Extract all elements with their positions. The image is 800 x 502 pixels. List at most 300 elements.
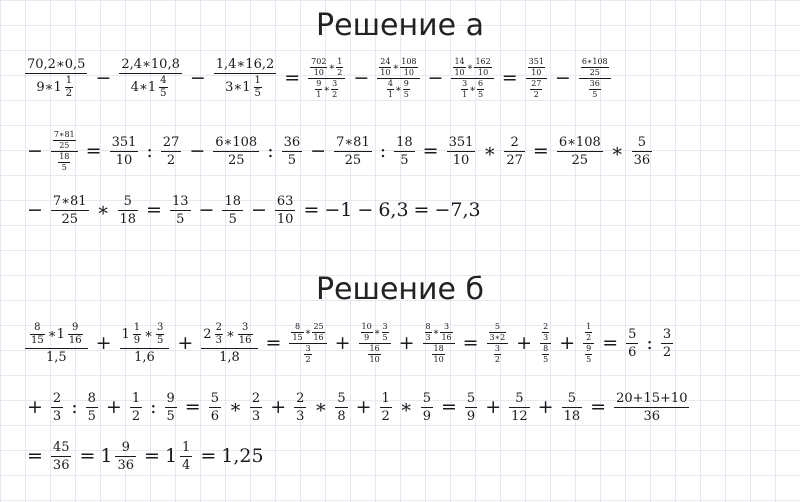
math-text: 5 [123, 194, 132, 209]
numerator [119, 58, 181, 74]
math-text: 1 [131, 391, 141, 406]
fraction [540, 323, 551, 364]
numerator [161, 136, 182, 152]
numerator [432, 345, 444, 355]
math-text: 1 [381, 391, 390, 406]
solution-a-line-1 [22, 58, 614, 99]
math-text: 3 [494, 344, 500, 353]
numerator [53, 131, 76, 141]
denominator [581, 68, 609, 77]
fraction [579, 58, 611, 99]
numerator [282, 136, 303, 152]
math-text: ∗ [225, 327, 235, 342]
numerator [51, 195, 89, 211]
math-text: 27 [531, 79, 542, 88]
numerator [215, 323, 223, 335]
fraction [359, 323, 391, 364]
math-text: ∗ [395, 83, 402, 95]
math-text: 1 [133, 322, 141, 333]
fraction [489, 323, 507, 342]
numerator [334, 136, 372, 152]
operator: = [422, 140, 439, 162]
denominator [222, 211, 243, 226]
numerator [589, 80, 601, 90]
numerator [465, 392, 477, 408]
math-text: 7∗81 [53, 130, 75, 139]
denominator [382, 333, 389, 342]
numerator [440, 323, 452, 333]
operator: − [189, 67, 206, 89]
math-text: 9 [166, 391, 175, 406]
fraction [585, 323, 592, 342]
fraction [530, 80, 542, 99]
math-text: 8 [295, 322, 301, 331]
math-text: 8 [87, 391, 96, 406]
denominator [65, 88, 73, 99]
fraction [504, 136, 525, 167]
denominator [254, 88, 262, 99]
fraction [542, 345, 549, 364]
operator: + [95, 332, 112, 354]
fraction [170, 195, 191, 226]
operator: − [189, 140, 206, 162]
numerator [213, 136, 259, 152]
fraction [275, 195, 296, 226]
fraction [528, 58, 545, 77]
math-text: 5 [515, 391, 524, 406]
math-text: 9 [403, 79, 409, 88]
numerator [379, 58, 391, 68]
operator: + [516, 332, 533, 354]
fraction [315, 80, 322, 99]
denominator [291, 333, 303, 342]
math-text: 1 [254, 75, 261, 86]
operator: − [554, 67, 571, 89]
fraction [394, 136, 415, 167]
denominator [289, 344, 326, 364]
math-text: 5 [228, 212, 237, 227]
fraction [213, 136, 259, 167]
math-text: 6 [210, 409, 219, 424]
operator: + [485, 396, 502, 418]
operator: − [95, 67, 112, 89]
operator: : [150, 396, 157, 418]
math-text: 702 [311, 57, 327, 66]
heading-solution-a: Решение а [316, 8, 484, 43]
math-text: 5 [494, 322, 500, 331]
fraction [250, 392, 262, 423]
numerator [118, 195, 139, 211]
numerator [579, 58, 611, 79]
fraction [282, 136, 303, 167]
math-text: 4 [182, 458, 191, 473]
math-text: 25 [227, 153, 245, 168]
denominator [51, 457, 72, 472]
fraction [65, 76, 73, 99]
numerator [542, 323, 549, 333]
math-text: 10 [369, 355, 380, 364]
solution-a-line-3 [22, 195, 481, 226]
denominator [275, 211, 296, 226]
numerator [335, 392, 347, 408]
operator: ∗ [314, 396, 328, 418]
math-text: 2 [52, 391, 62, 406]
math-text: 36 [643, 409, 661, 424]
operator: ∗ [399, 396, 413, 418]
math-text: 5 [160, 88, 167, 99]
operator: : [146, 140, 153, 162]
denominator [557, 152, 603, 167]
denominator [451, 79, 493, 99]
denominator [403, 90, 410, 99]
numerator [312, 323, 324, 333]
fraction [400, 58, 417, 77]
fraction [209, 392, 221, 423]
denominator [387, 90, 394, 99]
fraction [509, 392, 530, 423]
math-text: 5 [628, 327, 637, 342]
denominator [626, 344, 638, 359]
operator: − [27, 199, 43, 221]
denominator [170, 211, 191, 226]
fraction [465, 392, 477, 423]
denominator [614, 408, 689, 423]
denominator [528, 68, 545, 77]
math-text: 9 [72, 322, 79, 333]
fraction [368, 345, 380, 364]
fraction [110, 136, 139, 167]
numerator [304, 345, 311, 355]
math-text: 18 [396, 135, 413, 150]
numerator [51, 131, 78, 152]
math-text: 8 [337, 409, 346, 424]
denominator [526, 79, 547, 99]
fraction [583, 323, 594, 364]
math-text: 3 [157, 322, 164, 333]
math-text: 2 [381, 409, 390, 424]
operator: : [646, 332, 653, 354]
denominator [58, 163, 70, 172]
denominator [214, 74, 276, 99]
denominator [51, 211, 89, 226]
fraction [632, 136, 653, 167]
fraction [254, 76, 262, 99]
operator: = [79, 445, 96, 467]
numerator [65, 76, 73, 88]
operator: = [532, 140, 549, 162]
fraction [51, 195, 89, 226]
math-text: 5 [466, 391, 476, 406]
fraction [25, 58, 87, 99]
math-text: 351 [528, 57, 544, 66]
numerator [156, 323, 164, 335]
math-text: 1 [121, 327, 130, 342]
denominator [201, 349, 257, 364]
fraction [118, 195, 139, 226]
numerator [165, 392, 177, 408]
math-text: 5 [337, 391, 346, 406]
number: 6,3 [378, 199, 409, 221]
fraction [661, 328, 673, 359]
denominator [51, 408, 63, 423]
operator: − [353, 67, 370, 89]
math-text: 18 [563, 409, 581, 424]
math-text: 1,5 [45, 350, 67, 365]
numerator [509, 392, 530, 408]
math-text: 15 [292, 333, 303, 342]
denominator [632, 152, 653, 167]
operator: : [379, 140, 387, 162]
math-text: 36 [283, 135, 301, 150]
numerator [159, 76, 167, 88]
math-text: 9 [121, 440, 130, 455]
denominator [377, 79, 419, 99]
math-text: 5 [477, 90, 484, 99]
denominator [583, 344, 594, 364]
fraction [156, 323, 164, 346]
math-text: 9 [422, 409, 431, 424]
math-text: 1,6 [134, 350, 155, 365]
operator: − [250, 199, 267, 221]
heading-solution-b: Решение б [315, 272, 485, 307]
math-text: 5 [586, 355, 592, 364]
denominator [110, 152, 139, 167]
operator: = [146, 199, 162, 221]
math-text: 1 [337, 57, 343, 66]
operator: = [85, 140, 102, 162]
operator: ∗ [96, 199, 110, 221]
fraction [201, 323, 257, 364]
denominator [86, 408, 98, 423]
denominator [585, 355, 592, 364]
numerator [368, 345, 380, 355]
math-text: 351 [448, 135, 474, 150]
fraction [58, 153, 70, 172]
denominator [25, 74, 87, 99]
math-text: 5 [400, 153, 409, 168]
fraction [423, 323, 455, 364]
math-text: 9 [364, 333, 370, 342]
math-text: 10 [276, 212, 294, 227]
numerator [614, 392, 689, 408]
numerator [254, 76, 262, 88]
operator: = [184, 396, 201, 418]
denominator [312, 333, 324, 342]
numerator [403, 80, 410, 90]
math-text: 36 [633, 153, 651, 168]
denominator [119, 74, 181, 99]
denominator [30, 335, 45, 346]
math-text: 14 [454, 57, 465, 66]
math-text: 18 [59, 152, 70, 161]
numerator [180, 441, 192, 457]
math-text: 4∗1 [130, 80, 157, 95]
fraction [312, 323, 324, 342]
numerator [540, 323, 551, 344]
numerator [86, 392, 98, 408]
math-text: 3 [251, 409, 261, 424]
solution-b-line-1 [22, 323, 676, 364]
math-text: 5 [543, 355, 549, 364]
math-text: 16 [313, 333, 324, 342]
numerator [68, 323, 83, 335]
numerator [222, 195, 243, 211]
denominator [130, 408, 142, 423]
operator: = [602, 332, 619, 354]
math-text: ∗ [392, 61, 400, 73]
numerator [585, 323, 592, 333]
math-text: 9 [133, 335, 141, 346]
fraction [361, 323, 373, 342]
numerator [201, 323, 257, 349]
math-text: ∗ [328, 61, 336, 73]
operator: + [355, 396, 372, 418]
numerator [581, 58, 609, 68]
numerator [115, 441, 136, 457]
fraction [133, 323, 141, 346]
fraction [165, 392, 177, 423]
math-text: 9 [316, 79, 322, 88]
math-text: 1 [65, 75, 73, 86]
math-text: ∗ [144, 327, 153, 342]
fraction [626, 328, 638, 359]
denominator [238, 335, 253, 346]
numerator [557, 136, 603, 152]
math-text: 5 [287, 153, 296, 168]
numerator [487, 323, 509, 344]
math-text: 3∗1 [225, 80, 251, 95]
denominator [461, 90, 468, 99]
fraction [115, 441, 136, 472]
math-text: 25 [61, 212, 79, 227]
math-text: 3 [305, 344, 311, 353]
math-text: 10 [454, 68, 465, 77]
fraction [589, 80, 601, 99]
math-text: 16 [238, 335, 252, 346]
math-text: 12 [511, 409, 528, 424]
math-text: 5 [166, 409, 175, 424]
denominator [304, 355, 311, 364]
math-text: 16 [68, 335, 82, 346]
fraction [222, 195, 243, 226]
math-text: 1 [387, 90, 393, 99]
math-text: 6∗108 [581, 57, 608, 66]
numerator [585, 345, 592, 355]
numerator [380, 392, 392, 408]
denominator [118, 211, 139, 226]
denominator [361, 333, 373, 342]
denominator [159, 88, 167, 99]
solution-b-line-2 [22, 392, 692, 423]
fraction [440, 323, 452, 342]
fraction [180, 441, 192, 472]
numerator [289, 323, 326, 344]
math-text: 2 [586, 333, 592, 342]
math-text: 1 [182, 440, 191, 455]
denominator [180, 457, 192, 472]
operator: ∗ [228, 396, 242, 418]
numerator [447, 136, 476, 152]
denominator [579, 79, 611, 99]
numerator [294, 392, 306, 408]
math-text: 9∗1 [36, 80, 62, 95]
math-text: 2 [494, 355, 500, 364]
denominator [133, 335, 141, 346]
math-text: ∗1 [47, 327, 65, 342]
math-text: 162 [475, 57, 491, 66]
math-text: 27 [506, 153, 523, 168]
math-text: 351 [111, 135, 137, 150]
operator: + [537, 396, 554, 418]
numerator [421, 392, 433, 408]
operator: + [177, 332, 194, 354]
numerator [291, 323, 303, 333]
math-text: 5 [403, 90, 409, 99]
math-text: 16 [441, 333, 452, 342]
denominator [400, 68, 417, 77]
numerator [214, 58, 276, 74]
math-text: 8 [425, 322, 431, 331]
numerator [359, 323, 391, 344]
math-text: 2,4∗10,8 [121, 57, 180, 72]
numerator [382, 323, 389, 333]
denominator [213, 152, 259, 167]
fraction [334, 136, 372, 167]
math-text: 2 [215, 322, 222, 333]
operator: ∗ [610, 140, 624, 162]
denominator [315, 90, 322, 99]
math-text: 10 [531, 68, 542, 77]
math-text: 3 [543, 333, 549, 342]
fraction [310, 58, 327, 77]
math-text: 10 [452, 153, 470, 168]
fraction [86, 392, 98, 423]
math-text: 2 [662, 345, 672, 360]
operator: − [310, 140, 327, 162]
fraction [432, 345, 444, 364]
fraction [289, 323, 326, 364]
numerator [528, 58, 545, 68]
denominator [294, 408, 306, 423]
fraction [335, 392, 347, 423]
math-text: 2 [533, 90, 539, 99]
math-text: 2 [332, 90, 338, 99]
number: −7,3 [434, 199, 481, 221]
denominator [487, 344, 509, 364]
operator: = [441, 396, 457, 418]
operator: = [144, 445, 160, 467]
operator: + [334, 332, 351, 354]
numerator [58, 153, 70, 163]
math-text: 9 [586, 344, 592, 353]
math-text: 63 [276, 194, 294, 209]
math-text: 3 [241, 322, 249, 333]
math-text: 5 [637, 135, 647, 150]
denominator [68, 335, 83, 346]
fraction [451, 58, 493, 99]
denominator [542, 333, 549, 342]
fraction [474, 58, 491, 77]
denominator [453, 68, 465, 77]
numerator [474, 58, 491, 68]
fraction [291, 323, 303, 342]
math-text: ∗ [304, 326, 312, 338]
denominator [336, 68, 343, 77]
denominator [562, 408, 583, 423]
operator: + [27, 396, 43, 418]
fraction [215, 323, 223, 346]
numerator [336, 58, 343, 68]
